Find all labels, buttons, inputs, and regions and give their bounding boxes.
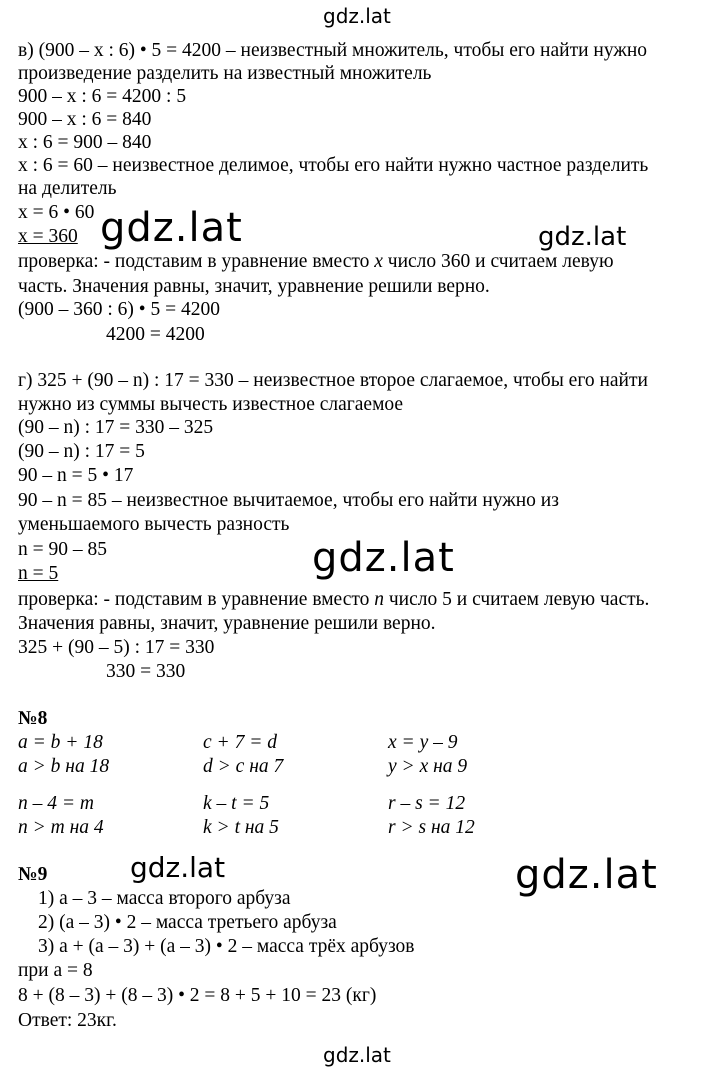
watermark-3: gdz.lat — [312, 535, 455, 581]
watermark-top: gdz.lat — [323, 4, 391, 28]
task-8-c1-r1: а = b + 18 — [18, 732, 103, 753]
part-g-line-2: нужно из суммы вычесть известное слагаемое — [18, 394, 404, 415]
part-g-answer: n = 5 — [18, 563, 59, 584]
part-g-line-4: (90 – n) : 17 = 5 — [18, 441, 145, 462]
part-v-line-4: 900 – х : 6 = 840 — [18, 109, 152, 130]
part-g-line-6: 90 – n = 85 – неизвестное вычитаемое, чтобы его найти нужно из — [18, 490, 559, 511]
part-v-line-11: часть. Значения равны, значит, уравнение решили верно. — [18, 276, 490, 297]
watermark-4: gdz.lat — [130, 851, 226, 884]
task-8-c1-r3: n – 4 = m — [18, 793, 94, 814]
task-8-title: №8 — [18, 708, 48, 729]
part-g-line-7: уменьшаемого вычесть разность — [18, 514, 290, 535]
part-v-check-text-b: число 360 и считаем левую — [382, 251, 614, 272]
part-v-check — [18, 250, 614, 273]
part-g-line-13: 330 = 330 — [106, 661, 186, 682]
task-8-c2-r4: k > t на 5 — [203, 817, 279, 838]
part-g-line-1: г) 325 + (90 – n) : 17 = 330 – неизвестное второе слагаемое, чтобы его найти — [18, 370, 648, 391]
part-v-line-13: 4200 = 4200 — [106, 324, 205, 345]
part-v-check-text-a: проверка: - подставим в уравнение вместо — [18, 251, 375, 272]
part-g-check-text-a: проверка: - подставим в уравнение вместо — [18, 589, 375, 610]
task-9-title: №9 — [18, 864, 48, 885]
task-9-answer: Ответ: 23кг. — [18, 1010, 117, 1031]
watermark-1: gdz.lat — [100, 205, 243, 251]
part-g-line-8: n = 90 – 85 — [18, 539, 107, 560]
part-v-line-3: 900 – х : 6 = 4200 : 5 — [18, 86, 187, 107]
task-9-line-2: 2) (а – 3) • 2 – масса третьего арбуза — [38, 912, 337, 933]
part-v-line-7: на делитель — [18, 178, 117, 199]
task-9-line-4: при а = 8 — [18, 960, 93, 981]
part-g-line-12: 325 + (90 – 5) : 17 = 330 — [18, 637, 215, 658]
part-g-line-11: Значения равны, значит, уравнение решили верно. — [18, 613, 436, 634]
part-g-line-3: (90 – n) : 17 = 330 – 325 — [18, 417, 214, 438]
watermark-2: gdz.lat — [538, 222, 627, 252]
task-8-c1-r2: а > b на 18 — [18, 756, 110, 777]
part-v-check-variable: х — [374, 251, 383, 272]
watermark-5: gdz.lat — [515, 852, 658, 898]
part-v-line-6: х : 6 = 60 – неизвестное делимое, чтобы его найти нужно частное разделить — [18, 155, 649, 176]
task-8-c3-r3: r – s = 12 — [388, 793, 466, 814]
task-9-line-3: 3) а + (а – 3) + (а – 3) • 2 – масса трёх арбузов — [38, 936, 415, 957]
part-v-line-8: х = 6 • 60 — [18, 202, 95, 223]
task-8-c3-r2: y > x на 9 — [388, 756, 468, 777]
task-8-c2-r3: k – t = 5 — [203, 793, 270, 814]
part-g-check-text-b: число 5 и считаем левую часть. — [384, 589, 650, 610]
part-v-line-12: (900 – 360 : 6) • 5 = 4200 — [18, 299, 220, 320]
part-g-line-5: 90 – n = 5 • 17 — [18, 465, 134, 486]
part-v-answer: х = 360 — [18, 226, 78, 247]
watermark-bottom: gdz.lat — [323, 1043, 391, 1067]
task-8-c3-r4: r > s на 12 — [388, 817, 475, 838]
part-g-check-variable: n — [374, 589, 384, 610]
part-v-line-1: в) (900 – х : 6) • 5 = 4200 – неизвестный множитель, чтобы его найти нужно — [18, 40, 647, 61]
part-v-line-2: произведение разделить на известный множитель — [18, 63, 432, 84]
part-g-check — [18, 588, 649, 611]
task-8-c1-r4: n > m на 4 — [18, 817, 104, 838]
task-8-c2-r2: d > c на 7 — [203, 756, 284, 777]
task-9-line-5: 8 + (8 – 3) + (8 – 3) • 2 = 8 + 5 + 10 = 23 (кг) — [18, 985, 377, 1006]
task-9-line-1: 1) а – 3 – масса второго арбуза — [38, 888, 291, 909]
task-8-c3-r1: x = y – 9 — [388, 732, 458, 753]
task-8-c2-r1: с + 7 = d — [203, 732, 277, 753]
part-v-line-5: х : 6 = 900 – 840 — [18, 132, 152, 153]
